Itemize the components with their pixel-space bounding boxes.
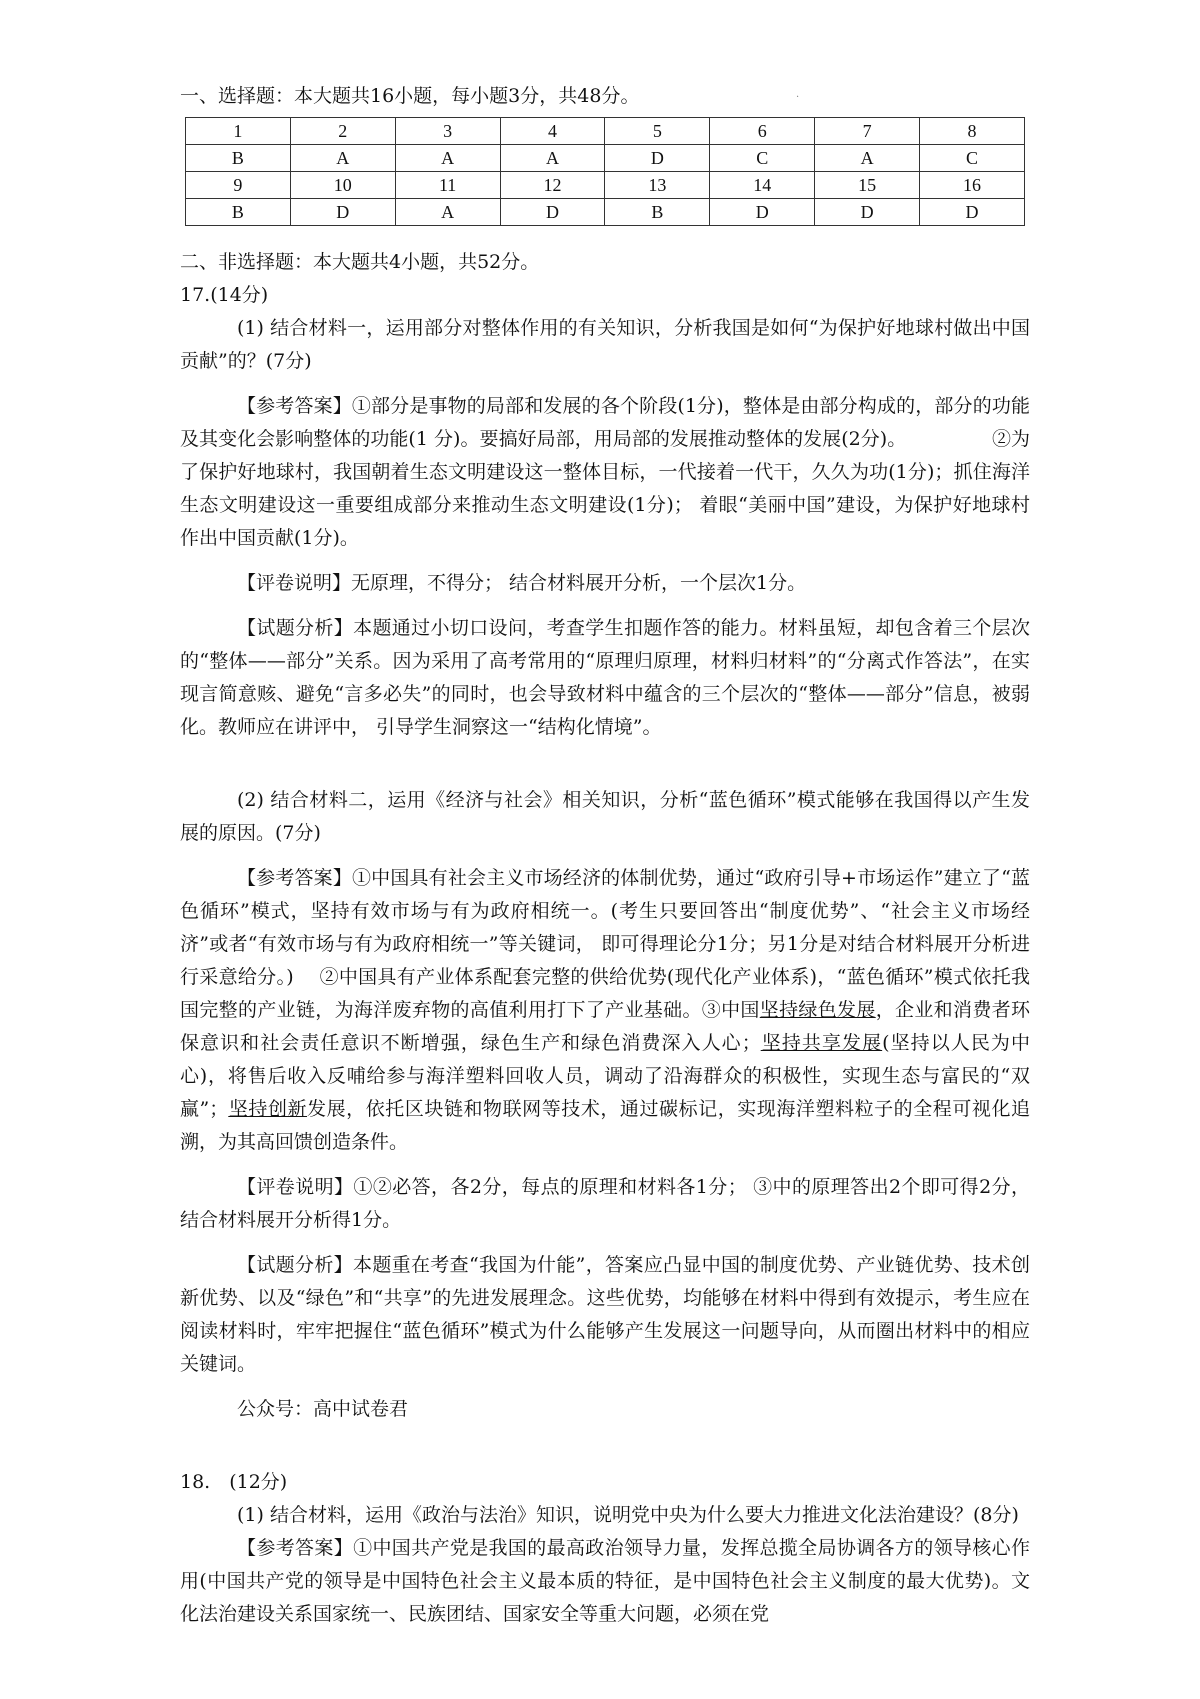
q17-part2-answer [180,862,1030,1159]
q17-part1-marking: 【评卷说明】无原理，不得分； 结合材料展开分析，一个层次1分。 [237,572,807,594]
underlined-keyword-shared: 坚持共享发展 [760,1032,883,1054]
table-cell: A [815,145,920,172]
table-cell: 13 [605,172,710,199]
q17-part1-answer: 【参考答案】①部分是事物的局部和发展的各个阶段(1分)，整体是由部分构成的，部分的功能及其变化会影响整体的功能(1 分)。要搞好局部，用局部的发展推动整体的发展(2分)。 ②为了保护好地球村，我国朝着生态文明建设这一整体目标，一代接着一代干，久久为功(1分)；抓住海洋生态文明建设这一重要组成部分来推动生态文明建设(1分)； 着眼“美丽中国”建设，为保护好地球村作出中国贡献(1分)。 [180,395,1030,549]
table-row [186,145,1025,172]
table-row [186,199,1025,226]
answer-table [185,117,1025,226]
stray-mark: · [796,92,800,103]
table-cell: D [500,199,605,226]
q17-part2-marking: 【评卷说明】①②必答，各2分，每点的原理和材料各1分； ③中的原理答出2个即可得2分，结合材料展开分析得1分。 [180,1176,1030,1231]
table-cell: 9 [186,172,291,199]
table-cell: 1 [186,118,291,145]
answer-text-a: 【参考答案】①中国具有社会主义市场经济的体制优势，通过“政府引导+市场运作”建立了“蓝色循环”模式，坚持有效市场与有为政府相统一。(考生只要回答出“制度优势”、“社会主义市场经济”或者“有效市场与有为政府相统一”等关键词， 即可得理论分1分；另1分是对结合材料展开分析进行采意给分。) ②中国具有产业体系配套完整的供给优势(现代化产业体系)，“蓝色循环”模式依托我国完整的产业链，为海洋废弃物的高值利用打下了产业基础。③中国 [180,867,1030,1021]
table-cell: 12 [500,172,605,199]
table-cell: D [710,199,815,226]
table-cell: 2 [290,118,395,145]
table-cell: B [186,199,291,226]
q18-part1-answer: 【参考答案】①中国共产党是我国的最高政治领导力量，发挥总揽全局协调各方的领导核心作用(中国共产党的领导是中国特色社会主义最本质的特征，是中国特色社会主义制度的最大优势)。文化法治建设关系国家统一、民族团结、国家安全等重大问题，必须在党 [180,1537,1030,1625]
table-cell: B [605,199,710,226]
table-cell: 5 [605,118,710,145]
underlined-keyword-green: 坚持绿色发展 [759,999,876,1021]
table-cell: 4 [500,118,605,145]
underlined-keyword-innovation: 坚持创新 [228,1098,308,1120]
table-cell: D [920,199,1025,226]
table-cell: D [815,199,920,226]
document-page [180,80,1030,1631]
q17-part2-question: (2) 结合材料二，运用《经济与社会》相关知识，分析“蓝色循环”模式能够在我国得以产生发展的原因。(7分) [180,789,1030,844]
table-cell: A [290,145,395,172]
table-cell: 8 [920,118,1025,145]
table-cell: 7 [815,118,920,145]
table-cell: 11 [395,172,500,199]
section1-heading: 一、选择题：本大题共16小题，每小题3分，共48分。 [180,85,640,107]
table-cell: D [605,145,710,172]
table-cell: 15 [815,172,920,199]
section2-heading: 二、非选择题：本大题共4小题，共52分。 [180,251,540,273]
table-cell: 14 [710,172,815,199]
answer-text-d: 发展，依托区块链和物联网等技术，通过碳标记，实现海洋塑料粒子的全程可视化追溯，为其高回馈创造条件。 [180,1098,1030,1153]
q17-part1-analysis: 【试题分析】本题通过小切口设问，考查学生扣题作答的能力。材料虽短，却包含着三个层次的“整体——部分”关系。因为采用了高考常用的“原理归原理，材料归材料”的“分离式作答法”，在实现言简意赅、避免“言多必失”的同时，也会导致材料中蕴含的三个层次的“整体——部分”信息，被弱化。教师应在讲评中， 引导学生洞察这一“结构化情境”。 [180,617,1030,738]
table-row [186,118,1025,145]
q18-part1-question: (1) 结合材料，运用《政治与法治》知识，说明党中央为什么要大力推进文化法治建设？(8分) [237,1504,1019,1526]
table-cell: D [290,199,395,226]
table-cell: 10 [290,172,395,199]
table-cell: A [395,145,500,172]
table-cell: A [500,145,605,172]
answer-text-b: ，企业和消费者环保意识和社会责任意识不断增强，绿色生产和绿色消费深入人心； [180,999,1030,1054]
table-row [186,172,1025,199]
q17-part2-analysis: 【试题分析】本题重在考查“我国为什能”，答案应凸显中国的制度优势、产业链优势、技术创新优势、以及“绿色”和“共享”的先进发展理念。这些优势，均能够在材料中得到有效提示，考生应在阅读材料时，牢牢把握住“蓝色循环”模式为什么能够产生发展这一问题导向，从而圈出材料中的相应关键词。 [180,1254,1030,1375]
table-cell: 6 [710,118,815,145]
footer-note: 公众号：高中试卷君 [237,1398,409,1420]
table-cell: C [710,145,815,172]
table-cell: A [395,199,500,226]
table-cell: 16 [920,172,1025,199]
q18-title: 18. (12分) [180,1471,288,1493]
q17-title: 17.(14分) [180,284,269,306]
q17-part1-question: (1) 结合材料一，运用部分对整体作用的有关知识，分析我国是如何“为保护好地球村做出中国贡献”的？(7分) [180,317,1030,372]
table-cell: B [186,145,291,172]
table-cell: C [920,145,1025,172]
answer-text-c: (坚持以人民为中心)，将售后收入反哺给参与海洋塑料回收人员，调动了沿海群众的积极性，实现生态与富民的“双赢”； [180,1032,1030,1120]
table-cell: 3 [395,118,500,145]
